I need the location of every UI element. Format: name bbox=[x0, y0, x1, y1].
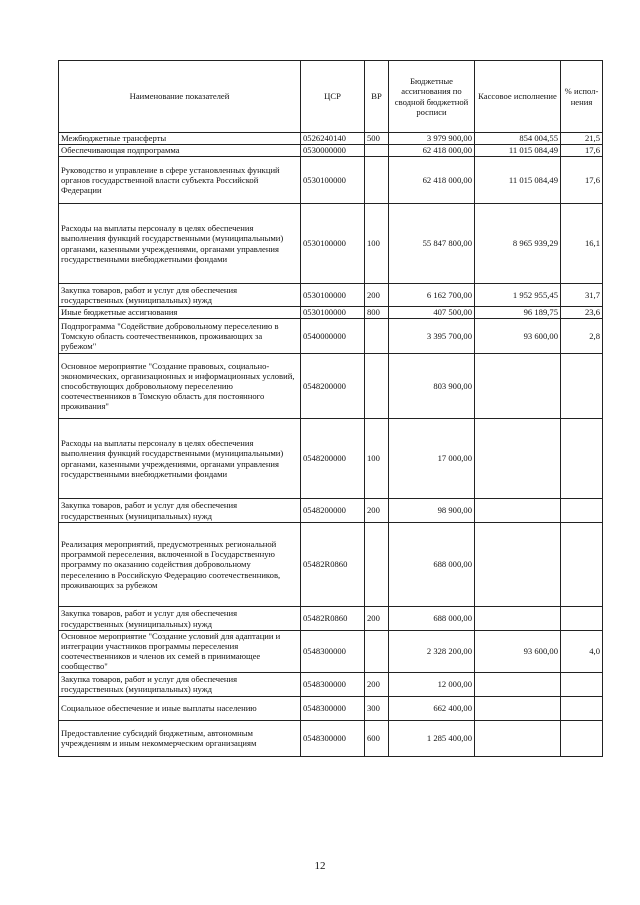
row-percent bbox=[561, 354, 603, 419]
row-name: Межбюджетные трансферты bbox=[59, 133, 301, 145]
table-row bbox=[59, 720, 603, 756]
row-vr bbox=[365, 631, 389, 673]
row-vr: 200 bbox=[365, 499, 389, 523]
row-name: Руководство и управление в сфере установленных функций органов государственной власти субъекта Российской Федерации bbox=[59, 157, 301, 204]
row-cash: 96 189,75 bbox=[475, 307, 561, 319]
table-row bbox=[59, 145, 603, 157]
row-percent: 2,8 bbox=[561, 319, 603, 354]
row-percent bbox=[561, 607, 603, 631]
row-assignations: 662 400,00 bbox=[389, 696, 475, 720]
row-cash: 11 015 084,49 bbox=[475, 145, 561, 157]
header-percent: % испол-нения bbox=[561, 61, 603, 133]
row-vr: 100 bbox=[365, 204, 389, 284]
row-vr bbox=[365, 523, 389, 607]
table-row bbox=[59, 499, 603, 523]
page-number: 12 bbox=[314, 860, 326, 872]
row-vr: 600 bbox=[365, 720, 389, 756]
row-assignations: 1 285 400,00 bbox=[389, 720, 475, 756]
row-name: Основное мероприятие "Создание правовых, социально-экономических, организационных и информационных условий, способствующих добровольному переселению соотечественников в Томскую область для постоянного проживания" bbox=[59, 354, 301, 419]
row-cash bbox=[475, 499, 561, 523]
row-name: Предоставление субсидий бюджетным, автономным учреждениям и иным некоммерческим организациям bbox=[59, 720, 301, 756]
row-csr: 0548200000 bbox=[301, 419, 365, 499]
table-row bbox=[59, 607, 603, 631]
row-vr bbox=[365, 145, 389, 157]
row-assignations: 55 847 800,00 bbox=[389, 204, 475, 284]
row-csr: 0530100000 bbox=[301, 307, 365, 319]
row-assignations: 688 000,00 bbox=[389, 523, 475, 607]
row-csr: 0548300000 bbox=[301, 672, 365, 696]
row-cash: 11 015 084,49 bbox=[475, 157, 561, 204]
row-name: Социальное обеспечение и иные выплаты населению bbox=[59, 696, 301, 720]
row-cash: 854 004,55 bbox=[475, 133, 561, 145]
row-vr bbox=[365, 157, 389, 204]
row-csr: 0530100000 bbox=[301, 157, 365, 204]
row-assignations: 6 162 700,00 bbox=[389, 284, 475, 307]
row-cash bbox=[475, 523, 561, 607]
row-name: Обеспечивающая подпрограмма bbox=[59, 145, 301, 157]
header-cash: Кассовое исполнение bbox=[475, 61, 561, 133]
row-percent: 17,6 bbox=[561, 157, 603, 204]
row-percent: 4,0 bbox=[561, 631, 603, 673]
row-vr bbox=[365, 354, 389, 419]
row-percent bbox=[561, 672, 603, 696]
row-csr: 0526240140 bbox=[301, 133, 365, 145]
row-csr: 0548300000 bbox=[301, 720, 365, 756]
row-assignations: 2 328 200,00 bbox=[389, 631, 475, 673]
table-row bbox=[59, 157, 603, 204]
row-assignations: 407 500,00 bbox=[389, 307, 475, 319]
row-csr: 0530100000 bbox=[301, 284, 365, 307]
row-name: Расходы на выплаты персоналу в целях обеспечения выполнения функций государственными (муниципальными) органами, казенными учреждениями, органами управления государственными внебюджетными фондами bbox=[59, 419, 301, 499]
row-cash: 8 965 939,29 bbox=[475, 204, 561, 284]
row-csr: 05482R0860 bbox=[301, 523, 365, 607]
row-percent: 23,6 bbox=[561, 307, 603, 319]
row-vr: 200 bbox=[365, 284, 389, 307]
row-name: Иные бюджетные ассигнования bbox=[59, 307, 301, 319]
row-cash bbox=[475, 419, 561, 499]
row-cash bbox=[475, 354, 561, 419]
row-percent: 17,6 bbox=[561, 145, 603, 157]
row-percent: 21,5 bbox=[561, 133, 603, 145]
row-csr: 0530000000 bbox=[301, 145, 365, 157]
row-assignations: 12 000,00 bbox=[389, 672, 475, 696]
row-vr: 800 bbox=[365, 307, 389, 319]
row-assignations: 688 000,00 bbox=[389, 607, 475, 631]
row-name: Подпрограмма "Содействие добровольному переселению в Томскую область соотечественников, проживающих за рубежом" bbox=[59, 319, 301, 354]
row-cash: 1 952 955,45 bbox=[475, 284, 561, 307]
row-name: Закупка товаров, работ и услуг для обеспечения государственных (муниципальных) нужд bbox=[59, 672, 301, 696]
row-assignations: 3 979 900,00 bbox=[389, 133, 475, 145]
budget-table bbox=[58, 60, 603, 757]
row-cash bbox=[475, 720, 561, 756]
table-row bbox=[59, 672, 603, 696]
row-csr: 0548300000 bbox=[301, 696, 365, 720]
row-name: Расходы на выплаты персоналу в целях обеспечения выполнения функций государственными (муниципальными) органами, казенными учреждениями, органами управления государственными внебюджетными фондами bbox=[59, 204, 301, 284]
row-percent bbox=[561, 499, 603, 523]
table-row bbox=[59, 319, 603, 354]
row-vr: 100 bbox=[365, 419, 389, 499]
row-cash: 93 600,00 bbox=[475, 631, 561, 673]
row-assignations: 98 900,00 bbox=[389, 499, 475, 523]
row-name: Закупка товаров, работ и услуг для обеспечения государственных (муниципальных) нужд bbox=[59, 607, 301, 631]
row-csr: 0530100000 bbox=[301, 204, 365, 284]
row-csr: 0548300000 bbox=[301, 631, 365, 673]
row-assignations: 62 418 000,00 bbox=[389, 145, 475, 157]
table-row bbox=[59, 133, 603, 145]
row-vr bbox=[365, 319, 389, 354]
table-row bbox=[59, 284, 603, 307]
row-vr: 200 bbox=[365, 672, 389, 696]
row-percent: 31,7 bbox=[561, 284, 603, 307]
header-csr: ЦСР bbox=[301, 61, 365, 133]
row-csr: 0548200000 bbox=[301, 499, 365, 523]
row-cash bbox=[475, 672, 561, 696]
row-cash: 93 600,00 bbox=[475, 319, 561, 354]
table-row bbox=[59, 419, 603, 499]
row-percent: 16,1 bbox=[561, 204, 603, 284]
header-vr: ВР bbox=[365, 61, 389, 133]
row-vr: 200 bbox=[365, 607, 389, 631]
row-csr: 0548200000 bbox=[301, 354, 365, 419]
header-name: Наименование показателей bbox=[59, 61, 301, 133]
row-cash bbox=[475, 696, 561, 720]
row-csr: 05482R0860 bbox=[301, 607, 365, 631]
row-percent bbox=[561, 696, 603, 720]
row-assignations: 17 000,00 bbox=[389, 419, 475, 499]
table-row bbox=[59, 696, 603, 720]
row-percent bbox=[561, 523, 603, 607]
header-assignations: Бюджетные ассигнования по сводной бюджетной росписи bbox=[389, 61, 475, 133]
row-percent bbox=[561, 419, 603, 499]
row-assignations: 62 418 000,00 bbox=[389, 157, 475, 204]
row-vr: 300 bbox=[365, 696, 389, 720]
row-assignations: 3 395 700,00 bbox=[389, 319, 475, 354]
table-row bbox=[59, 631, 603, 673]
row-name: Закупка товаров, работ и услуг для обеспечения государственных (муниципальных) нужд bbox=[59, 284, 301, 307]
table-row bbox=[59, 307, 603, 319]
row-name: Реализация мероприятий, предусмотренных региональной программой переселения, включенной в Государственную программу по оказанию содействия добровольному переселению в Российскую Федерацию соотечественников, проживающих за рубежом bbox=[59, 523, 301, 607]
table-header-row bbox=[59, 61, 603, 133]
row-cash bbox=[475, 607, 561, 631]
table-row bbox=[59, 523, 603, 607]
row-assignations: 803 900,00 bbox=[389, 354, 475, 419]
row-csr: 0540000000 bbox=[301, 319, 365, 354]
row-name: Основное мероприятие "Создание условий для адаптации и интеграции участников программы переселения соотечественников и членов их семей в принимающее сообщество" bbox=[59, 631, 301, 673]
row-vr: 500 bbox=[365, 133, 389, 145]
row-percent bbox=[561, 720, 603, 756]
row-name: Закупка товаров, работ и услуг для обеспечения государственных (муниципальных) нужд bbox=[59, 499, 301, 523]
table-row bbox=[59, 354, 603, 419]
table-row bbox=[59, 204, 603, 284]
